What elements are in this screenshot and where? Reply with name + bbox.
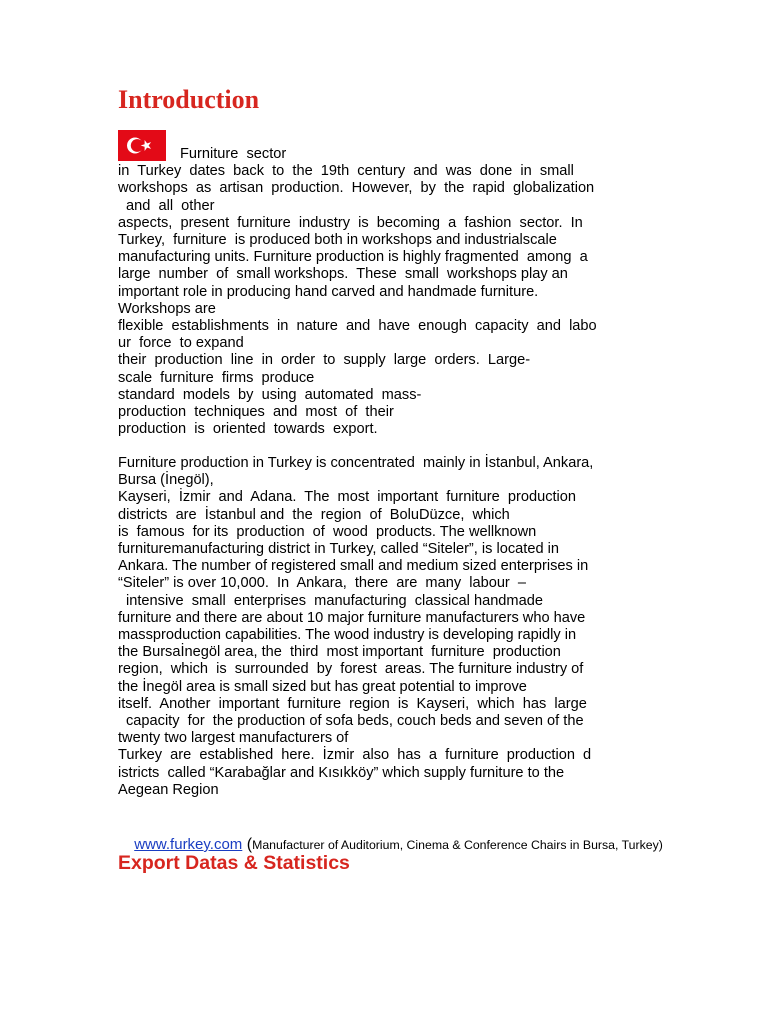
text-line: Turkey are established here. İzmir also has a furniture production d	[118, 747, 592, 764]
source-note: Manufacturer of Auditorium, Cinema & Conference Chairs in Bursa, Turkey)	[252, 838, 663, 852]
text-line: region, which is surrounded by forest areas. The furniture industry of	[118, 661, 584, 678]
text-line: “Siteler” is over 10,000. In Ankara, there are many labour –	[118, 575, 527, 592]
text-line: production is oriented towards export.	[118, 421, 378, 438]
text-line: Kayseri, İzmir and Adana. The most important furniture production	[118, 489, 577, 506]
text-line: Bursa (İnegöl),	[118, 472, 214, 489]
turkey-flag-icon	[118, 130, 166, 161]
text-line: intensive small enterprises manufacturing classical handmade	[126, 592, 543, 609]
text-line: important role in producing hand carved and handmade furniture.	[118, 283, 539, 300]
text-line: Furniture sector	[180, 146, 287, 162]
text-line: in Turkey dates back to the 19th century and was done in small	[118, 163, 574, 180]
text-line: production techniques and most of their	[118, 404, 394, 420]
text-line: standard models by using automated mass-	[118, 386, 422, 403]
text-line: furniture and there are about 10 major furniture manufacturers who have	[118, 609, 586, 626]
text-line: aspects, present furniture industry is becoming a fashion sector. In	[118, 214, 583, 231]
text-line: flexible establishments in nature and have enough capacity and labo	[118, 318, 597, 334]
text-line: massproduction capabilities. The wood industry is developing rapidly in	[118, 627, 577, 643]
text-line: the Bursaİnegöl area, the third most important furniture production	[118, 644, 561, 661]
text-line: manufacturing units. Furniture production is highly fragmented among a	[118, 249, 588, 266]
text-line: and all other	[126, 197, 215, 214]
text-line: twenty two largest manufacturers of	[118, 730, 349, 747]
section-subtitle: Export Datas & Statistics	[118, 852, 350, 874]
text-line: istricts called “Karabağlar and Kısıkköy” which supply furniture to the	[118, 764, 565, 781]
text-line: workshops as artisan production. However, by the rapid globalization	[118, 180, 595, 197]
text-line: districts are İstanbul and the region of BoluDüzce, which	[118, 506, 510, 523]
source-open-paren: (	[242, 836, 253, 853]
page-title: Introduction	[118, 85, 260, 114]
text-line: Workshops are	[118, 300, 216, 317]
text-line: the İnegöl area is small sized but has great potential to improve	[118, 678, 527, 695]
text-line: capacity for the production of sofa beds, couch beds and seven of the	[126, 713, 584, 729]
source-link[interactable]: www.furkey.com	[134, 836, 243, 853]
text-line: Ankara. The number of registered small and medium sized enterprises in	[118, 558, 589, 575]
text-line: furnituremanufacturing district in Turkey, called “Siteler”, is located in	[118, 541, 559, 557]
text-line: scale furniture firms produce	[118, 369, 315, 386]
text-line: itself. Another important furniture region is Kayseri, which has large	[118, 695, 587, 712]
text-line: Turkey, furniture is produced both in workshops and industrialscale	[118, 232, 557, 248]
text-line: Aegean Region	[118, 781, 219, 798]
text-line: ur force to expand	[118, 335, 244, 352]
text-line: large number of small workshops. These small workshops play an	[118, 266, 568, 283]
text-line: Furniture production in Turkey is concentrated mainly in İstanbul, Ankara,	[118, 455, 594, 471]
text-line: their production line in order to supply large orders. Large-	[118, 352, 531, 369]
text-line: is famous for its production of wood products. The wellknown	[118, 523, 537, 540]
